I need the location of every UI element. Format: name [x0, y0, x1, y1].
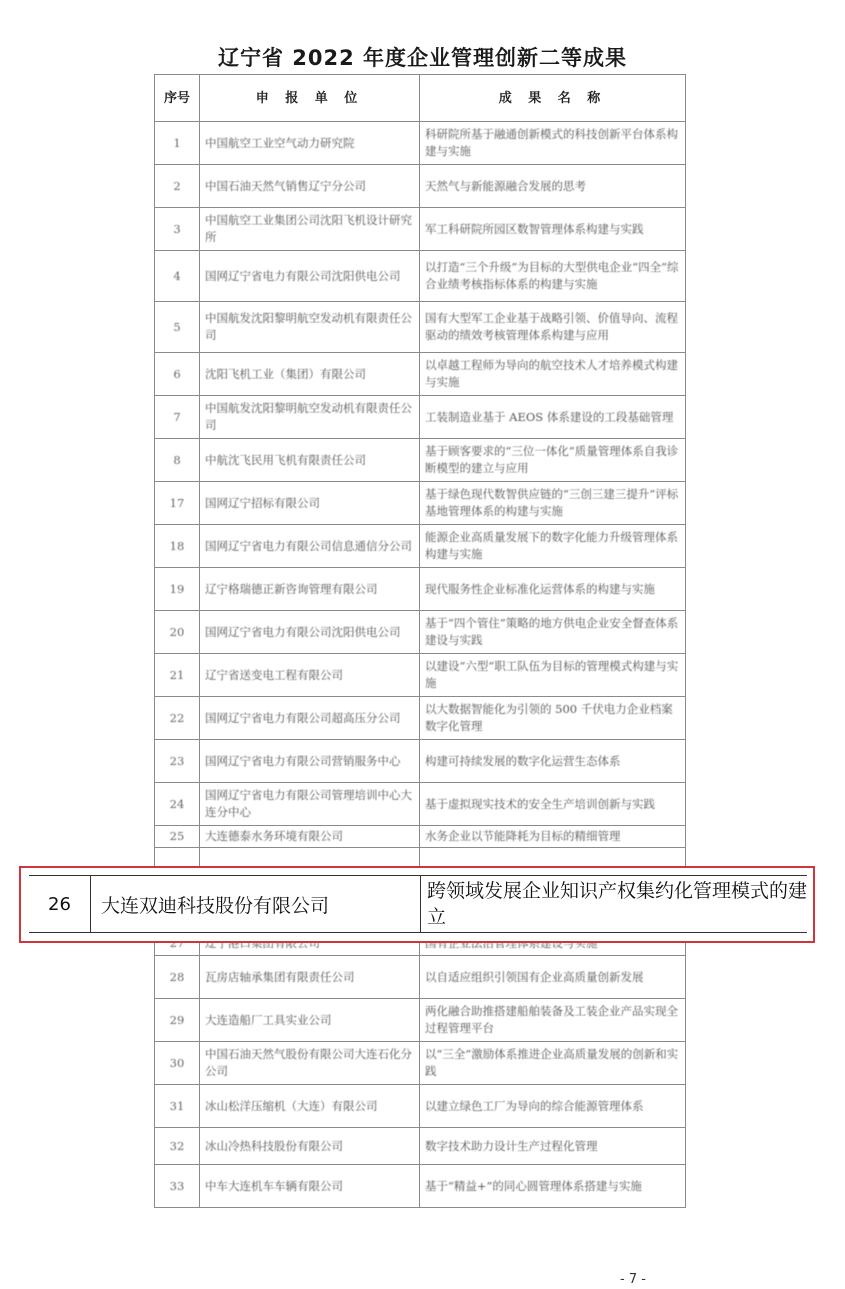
row-unit: 中航沈飞民用飞机有限责任公司	[200, 439, 420, 482]
row-num: 6	[155, 353, 200, 396]
row-unit: 国网辽宁省电力有限公司管理培训中心大连分中心	[200, 783, 420, 826]
table-row	[155, 302, 686, 353]
table-row	[155, 482, 686, 525]
highlighted-row	[29, 875, 807, 933]
row-num: 25	[155, 826, 200, 848]
table-row	[155, 396, 686, 439]
table-row	[155, 122, 686, 165]
table-row	[155, 654, 686, 697]
row-num: 18	[155, 525, 200, 568]
row-num: 4	[155, 251, 200, 302]
highlight-num: 26	[29, 876, 91, 932]
row-num: 7	[155, 396, 200, 439]
row-unit: 辽宁省送变电工程有限公司	[200, 654, 420, 697]
table-row	[155, 1165, 686, 1208]
row-unit: 国网辽宁省电力有限公司营销服务中心	[200, 740, 420, 783]
table-row	[155, 999, 686, 1042]
table-row	[155, 165, 686, 208]
table-row	[155, 353, 686, 396]
row-result: 基于“精益+”的同心圆管理体系搭建与实施	[420, 1165, 686, 1208]
row-num: 20	[155, 611, 200, 654]
row-num: 5	[155, 302, 200, 353]
document-title: 辽宁省 2022 年度企业管理创新二等成果	[217, 46, 628, 70]
row-result: 水务企业以节能降耗为目标的精细管理	[420, 826, 686, 848]
row-result: 现代服务性企业标准化运营体系的构建与实施	[420, 568, 686, 611]
table-row	[155, 611, 686, 654]
row-result: 以建设“六型”职工队伍为目标的管理模式构建与实施	[420, 654, 686, 697]
row-unit: 国网辽宁省电力有限公司信息通信分公司	[200, 525, 420, 568]
row-unit: 冰山冷热科技股份有限公司	[200, 1128, 420, 1165]
row-unit: 国网辽宁招标有限公司	[200, 482, 420, 525]
table-row	[155, 568, 686, 611]
row-unit: 中国石油天然气销售辽宁分公司	[200, 165, 420, 208]
row-unit: 中车大连机车车辆有限公司	[200, 1165, 420, 1208]
table-row	[155, 783, 686, 826]
highlighted-row-callout	[19, 866, 815, 943]
row-num: 23	[155, 740, 200, 783]
row-result: 以卓越工程师为导向的航空技术人才培养模式构建与实施	[420, 353, 686, 396]
table-row	[155, 826, 686, 848]
row-num: 28	[155, 956, 200, 999]
row-num: 1	[155, 122, 200, 165]
row-result: 天然气与新能源融合发展的思考	[420, 165, 686, 208]
table-row	[155, 1128, 686, 1165]
row-result: 以自适应组织引领国有企业高质量创新发展	[420, 956, 686, 999]
row-result: 构建可持续发展的数字化运营生态体系	[420, 740, 686, 783]
row-unit: 瓦房店轴承集团有限责任公司	[200, 956, 420, 999]
row-unit: 中国航空工业空气动力研究院	[200, 122, 420, 165]
row-num: 29	[155, 999, 200, 1042]
row-result: 两化融合助推搭建船舶装备及工装企业产品实现全过程管理平台	[420, 999, 686, 1042]
row-num: 30	[155, 1042, 200, 1085]
row-result: 基于“四个管住”策略的地方供电企业安全督查体系建设与实践	[420, 611, 686, 654]
row-unit: 中国航发沈阳黎明航空发动机有限责任公司	[200, 302, 420, 353]
row-result: 以打造“三个升级”为目标的大型供电企业“四全”综合业绩考核指标体系的构建与实施	[420, 251, 686, 302]
row-unit: 中国航空工业集团公司沈阳飞机设计研究所	[200, 208, 420, 251]
row-num: 22	[155, 697, 200, 740]
highlight-result: 跨领域发展企业知识产权集约化管理模式的建立	[427, 880, 808, 928]
row-num: 33	[155, 1165, 200, 1208]
table-row	[155, 1085, 686, 1128]
row-unit: 国网辽宁省电力有限公司沈阳供电公司	[200, 251, 420, 302]
table-header-row	[155, 75, 686, 122]
row-num: 24	[155, 783, 200, 826]
header-num: 序号	[155, 75, 200, 122]
row-result: 能源企业高质量发展下的数字化能力升级管理体系构建与实施	[420, 525, 686, 568]
row-result: 以建立绿色工厂为导向的综合能源管理体系	[420, 1085, 686, 1128]
row-num: 19	[155, 568, 200, 611]
row-unit: 中国石油天然气股份有限公司大连石化分公司	[200, 1042, 420, 1085]
row-result: 科研院所基于融通创新模式的科技创新平台体系构建与实施	[420, 122, 686, 165]
row-result: 基于虚拟现实技术的安全生产培训创新与实践	[420, 783, 686, 826]
row-num: 17	[155, 482, 200, 525]
row-num: 3	[155, 208, 200, 251]
row-result: 数字技术助力设计生产过程化管理	[420, 1128, 686, 1165]
row-result: 工装制造业基于 AEOS 体系建设的工段基础管理	[420, 396, 686, 439]
row-result: 以大数据智能化为引领的 500 千伏电力企业档案数字化管理	[420, 697, 686, 740]
table-row	[155, 251, 686, 302]
table-row	[155, 697, 686, 740]
highlight-unit: 大连双迪科技股份有限公司	[91, 876, 421, 932]
row-unit: 国网辽宁省电力有限公司超高压分公司	[200, 697, 420, 740]
row-unit: 国网辽宁省电力有限公司沈阳供电公司	[200, 611, 420, 654]
row-unit: 中国航发沈阳黎明航空发动机有限责任公司	[200, 396, 420, 439]
row-num: 31	[155, 1085, 200, 1128]
table-row	[155, 1042, 686, 1085]
results-table	[154, 74, 686, 1208]
table-row	[155, 956, 686, 999]
row-num: 32	[155, 1128, 200, 1165]
table-row	[155, 525, 686, 568]
table-row	[155, 439, 686, 482]
row-result: 国有大型军工企业基于战略引领、价值导向、流程驱动的绩效考核管理体系构建与应用	[420, 302, 686, 353]
header-unit: 申 报 单 位	[200, 75, 420, 122]
row-num: 2	[155, 165, 200, 208]
row-result: 基于顾客要求的“三位一体化”质量管理体系自我诊断模型的建立与应用	[420, 439, 686, 482]
row-result: 军工科研院所园区数智管理体系构建与实践	[420, 208, 686, 251]
row-unit: 冰山松洋压缩机（大连）有限公司	[200, 1085, 420, 1128]
row-num: 8	[155, 439, 200, 482]
row-unit: 辽宁格瑞德正新咨询管理有限公司	[200, 568, 420, 611]
table-row	[155, 208, 686, 251]
row-unit: 大连造船厂工具实业公司	[200, 999, 420, 1042]
row-unit: 大连德泰水务环境有限公司	[200, 826, 420, 848]
row-result: 以“三全”激励体系推进企业高质量发展的创新和实践	[420, 1042, 686, 1085]
header-result: 成 果 名 称	[420, 75, 686, 122]
row-unit: 沈阳飞机工业（集团）有限公司	[200, 353, 420, 396]
table-row	[155, 740, 686, 783]
row-result: 基于绿色现代数智供应链的“三创三建三提升”评标基地管理体系的构建与实施	[420, 482, 686, 525]
row-num: 21	[155, 654, 200, 697]
page-number: - 7 -	[620, 1272, 646, 1287]
